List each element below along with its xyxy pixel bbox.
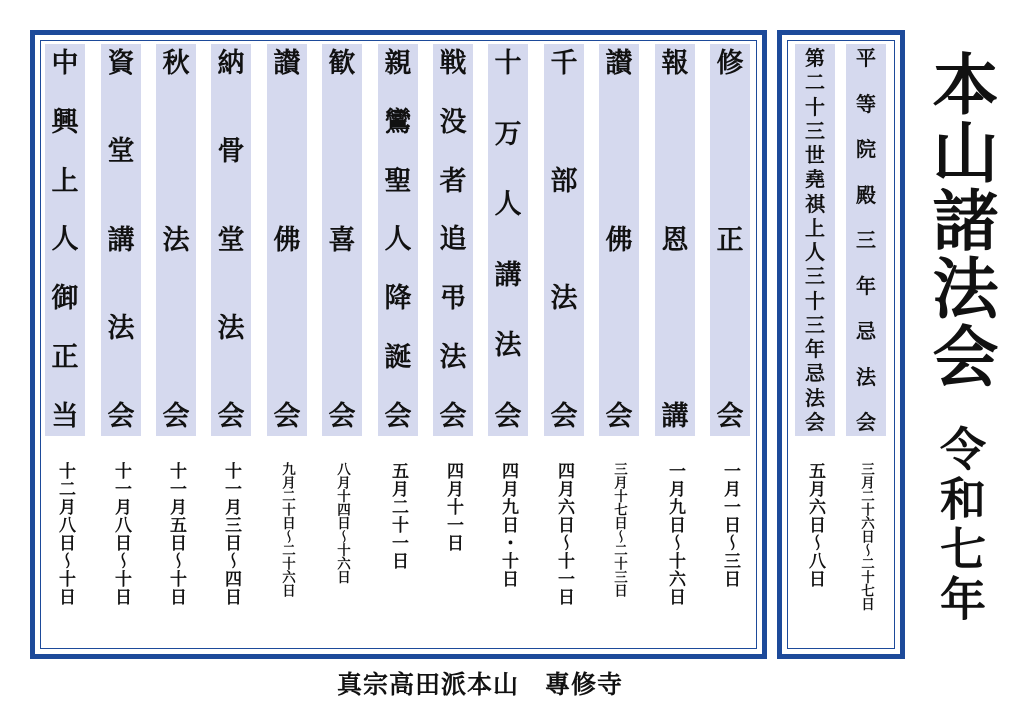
event-date: 十一月三日〜四日	[221, 462, 241, 606]
event-date: 三月二十六日〜二十七日	[858, 462, 874, 611]
event-name: 秋 法 会	[162, 48, 190, 432]
event-date: 十二月八日〜十日	[55, 462, 75, 606]
event-date: 五月二十一日	[388, 462, 408, 570]
event-name: 千 部 法 会	[550, 48, 578, 432]
event-date: 四月十一日	[443, 462, 463, 552]
event-date: 十一月五日〜十日	[166, 462, 186, 606]
event-name: 納 骨 堂 法 会	[217, 48, 245, 432]
event-date: 十一月八日〜十日	[111, 462, 131, 606]
event-name: 報 恩 講	[661, 48, 689, 432]
event-name: 修 正 会	[716, 48, 744, 432]
event-name: 第 二 十 三 世 堯 祺 上 人 三 十 三 年 忌 法 会	[805, 46, 825, 434]
event-name: 讃 佛 会	[273, 48, 301, 432]
event-date: 九月二十日〜二十六日	[279, 462, 295, 597]
event-name: 十 万 人 講 法 会	[494, 48, 522, 432]
event-name: 資 堂 講 法 会	[107, 48, 135, 432]
event-date: 八月十四日〜十六日	[334, 462, 350, 584]
event-date: 五月六日〜八日	[805, 462, 825, 588]
temple-name-footer: 真宗高田派本山 專修寺	[336, 670, 623, 699]
event-date: 一月一日〜三日	[720, 462, 740, 588]
year-label: 令和七年	[933, 425, 987, 625]
event-name: 歓 喜 会	[328, 48, 356, 432]
event-name: 平 等 院 殿 三 年 忌 法 会	[856, 46, 876, 434]
event-name: 讃 佛 会	[605, 48, 633, 432]
event-name: 中 興 上 人 御 正 当	[51, 48, 79, 432]
event-name: 戦 没 者 追 弔 法 会	[439, 48, 467, 432]
event-date: 一月九日〜十六日	[665, 462, 685, 606]
event-name: 親 鸞 聖 人 降 誕 会	[384, 48, 412, 432]
event-date: 四月六日〜十一日	[554, 462, 574, 606]
page-title: 本山諸法会	[921, 50, 999, 390]
event-date: 四月九日・十日	[498, 462, 518, 588]
event-date: 三月十七日〜二十三日	[611, 462, 627, 597]
